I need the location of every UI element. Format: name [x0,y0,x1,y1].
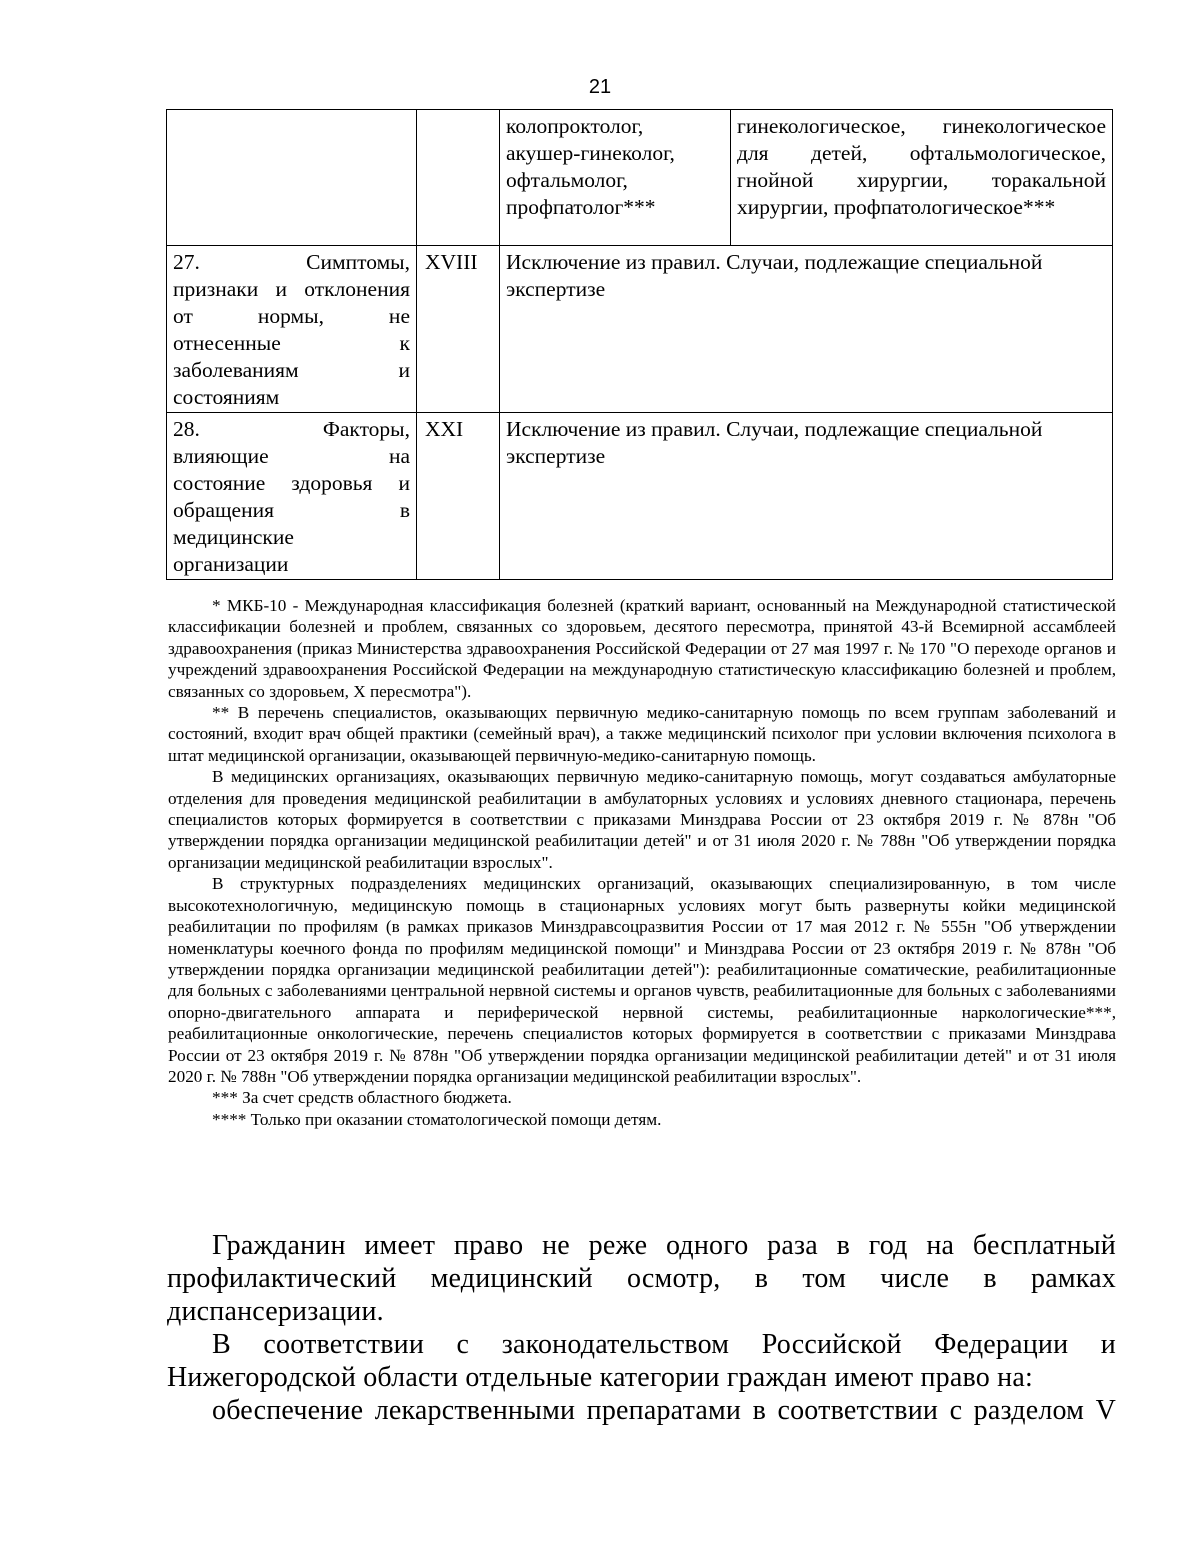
specialist-name: акушер-гинеколог, [506,141,675,165]
disease-group-line: заболеваниям и [173,358,410,382]
table-row [167,110,1113,246]
disease-group-line: от нормы, не [173,304,410,328]
disease-group-line: медицинские [173,525,294,549]
specialists-cell [500,110,731,246]
paragraph: Гражданин имеет право не реже одного раза в год на бесплатный профилактический медицинский осмотр, в том числе в рамках диспансеризации. [167,1230,1116,1327]
paragraph: обеспечение лекарственными препаратами в соответствии с разделом V [212,1395,1116,1426]
table-cell-empty [417,110,500,246]
disease-group-cell [167,413,417,580]
footnote-rehab-inpatient: В структурных подразделениях медицинских организаций, оказывающих специализированную, в том числе высокотехнологичную, медицинскую помощь в стационарных условиях могут быть развернуты койки медицинской реабилитации по профилям (в рамках приказов Минздравсоцразвития России от 17 мая 2012 г. № 555н "Об утверждении номенклатуры коечного фонда по профилям медицинской помощи" и Минздрава России от 23 октября 2019 г. № 878н "Об утверждении порядка организации медицинской реабилитации детей"): реабилитационные соматические, реабилитационные для больных с заболеваниями центральной нервной системы и органов чувств, реабилитационные для больных с заболеваниями опорно-двигательного аппарата и периферической нервной системы, реабилитационные наркологические***, реабилитационные онкологические, перечень специалистов которых формируется в соответствии с приказами Минздрава России от 23 октября 2019 г. № 878н "Об утверждении порядка организации медицинской реабилитации детей" и от 31 июля 2020 г. № 788н "Об утверждении порядка организации медицинской реабилитации взрослых". [168,874,1116,1086]
icd-class-cell: XXI [417,413,500,580]
disease-group-line: обращения в [173,498,410,522]
footnote-specialists: ** В перечень специалистов, оказывающих первичную медико-санитарную помощь по всем группам заболеваний и состояний, входит врач общей практики (семейный врач), а также медицинский психолог при условии включения психолога в штат медицинской организации, оказывающей первичную-медико-санитарную помощь. [168,703,1116,765]
table-row [167,413,1113,580]
disease-group-line: организации [173,552,289,576]
note-cell: Исключение из правил. Случаи, подлежащие специальной экспертизе [500,246,1113,413]
page-number: 21 [588,76,612,98]
specialist-name: офтальмолог, [506,168,628,192]
main-text [167,1229,1116,1427]
table-row [167,246,1113,413]
paragraph: В соответствии с законодательством Российской Федерации и Нижегородской области отдельные категории граждан имеют право на: [167,1329,1116,1393]
note-cell: Исключение из правил. Случаи, подлежащие специальной экспертизе [500,413,1113,580]
footnote-icd: * МКБ-10 - Международная классификация болезней (краткий вариант, основанный на Международной статистической классификации болезней и проблем, связанных со здоровьем, десятого пересмотра, принятой 43-й Всемирной ассамблеей здравоохранения (приказ Министерства здравоохранения Российской Федерации от 27 мая 1997 г. № 170 "О переходе органов и учреждений здравоохранения Российской Федерации на международную статистическую классификацию болезней и проблем, связанных со здоровьем, X пересмотра"). [168,596,1116,701]
footnote-dental: **** Только при оказании стоматологической помощи детям. [212,1109,662,1129]
specialist-name: колопроктолог, [506,114,644,138]
disease-group-line: 28. Факторы, [173,417,410,441]
disease-group-line: состояние здоровья и [173,471,410,495]
beds-cell: гинекологическое, гинекологическое для детей, офтальмологическое, гнойной хирургии, торакальной хирургии, профпатологическое*** [731,110,1113,246]
classification-table [166,109,1113,580]
footnotes [168,595,1116,1130]
footnote-rehab-outpatient: В медицинских организациях, оказывающих первичную медико-санитарную помощь, могут создаваться амбулаторные отделения для проведения медицинской реабилитации в амбулаторных условиях и условиях дневного стационара, перечень специалистов которых формируется в соответствии с приказами Минздрава России от 23 октября 2019 г. № 878н "Об утверждении порядка организации медицинской реабилитации детей" и от 31 июля 2020 г. № 788н "Об утверждении порядка организации медицинской реабилитации взрослых". [168,767,1116,872]
footnote-regional-budget: *** За счет средств областного бюджета. [212,1088,512,1108]
specialist-name: профпатолог*** [506,195,656,219]
disease-group-line: состояниям [173,385,280,409]
disease-group-cell [167,246,417,413]
disease-group-line: отнесенные к [173,331,410,355]
disease-group-line: 27. Симптомы, [173,250,410,274]
icd-class-cell: XVIII [417,246,500,413]
table-cell-empty [167,110,417,246]
disease-group-line: признаки и отклонения [173,277,410,301]
disease-group-line: влияющие на [173,444,410,468]
